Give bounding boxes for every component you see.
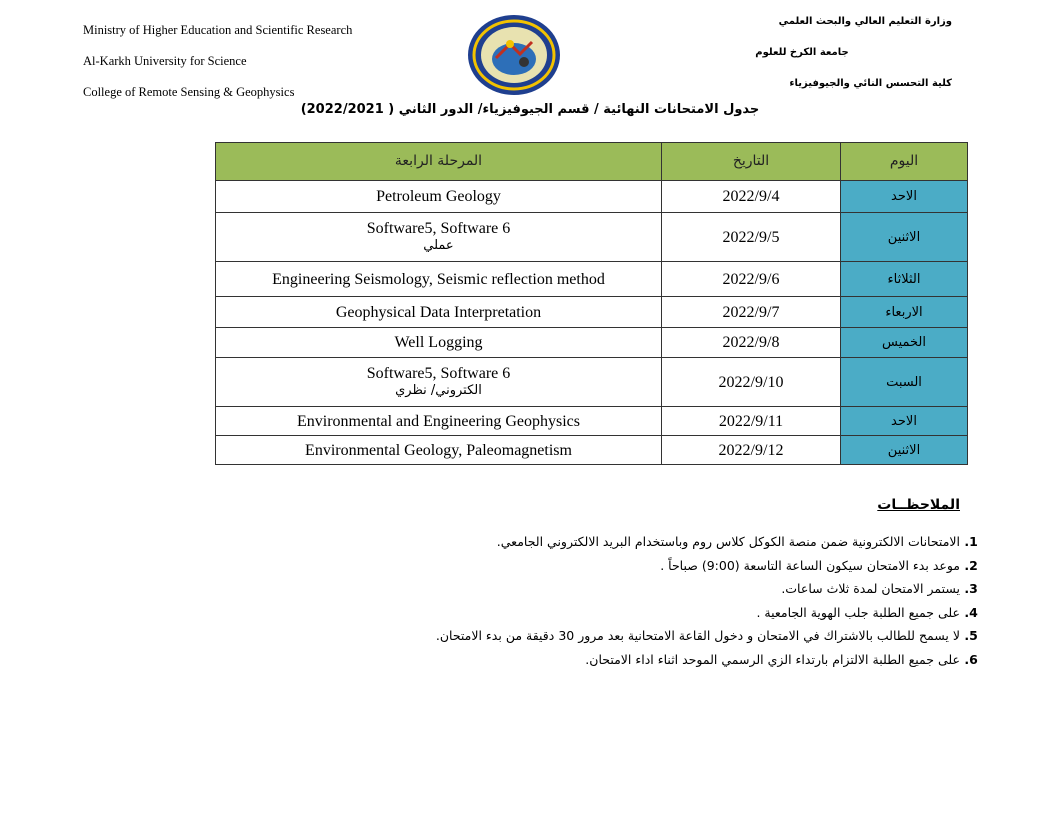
list-item: 4. على جميع الطلبة جلب الهوية الجامعية . [340, 601, 960, 625]
day-cell: الاحد [841, 407, 968, 436]
header-left [83, 21, 352, 114]
subject-cell [216, 297, 662, 328]
table-row [216, 262, 968, 297]
day-cell: الاحد [841, 181, 968, 213]
header-date: التاريخ [662, 143, 841, 181]
day-cell: الثلاثاء [841, 262, 968, 297]
exam-schedule-table [215, 142, 968, 465]
table-row [216, 436, 968, 465]
subject-name: Well Logging [394, 334, 483, 351]
university-logo [466, 14, 562, 96]
header-stage: المرحلة الرابعة [216, 143, 662, 181]
college-name-ar: كلية التحسس النائي والجيوفيزياء [789, 78, 952, 89]
table-row [216, 358, 968, 407]
date-cell: 2022/9/8 [662, 328, 841, 358]
date-cell: 2022/9/6 [662, 262, 841, 297]
day-cell: الاثنين [841, 436, 968, 465]
subject-name: Geophysical Data Interpretation [335, 303, 542, 321]
subject-cell [216, 407, 662, 436]
subject-cell [216, 213, 662, 262]
subject-note: عملي [423, 238, 454, 253]
subject-name: Software5, Software 6 [366, 365, 511, 382]
table-row [216, 407, 968, 436]
university-name-en: Al-Karkh University for Science [83, 54, 247, 68]
subject-cell [216, 181, 662, 213]
table-header-row [216, 143, 968, 181]
table-row [216, 181, 968, 213]
day-cell: الخميس [841, 328, 968, 358]
subject-name: Petroleum Geology [376, 188, 501, 205]
notes-title: الملاحظــات [877, 497, 960, 513]
list-item: 1. الامتحانات الالكترونية ضمن منصة الكوكل كلاس روم وباستخدام البريد الالكتروني الجامعي. [340, 530, 960, 554]
header-day: اليوم [841, 143, 968, 181]
day-cell: الاثنين [841, 213, 968, 262]
subject-cell [216, 328, 662, 358]
subject-name: Engineering Seismology, Seismic reflection method [272, 270, 605, 288]
date-cell: 2022/9/12 [662, 436, 841, 465]
date-cell: 2022/9/5 [662, 213, 841, 262]
date-cell: 2022/9/10 [662, 358, 841, 407]
list-item: 6. على جميع الطلبة الالتزام بارتداء الزي الرسمي الموحد اثناء اداء الامتحان. [340, 648, 960, 672]
header-right [692, 14, 952, 107]
day-cell: الاربعاء [841, 297, 968, 328]
subject-name: Software5, Software 6 [366, 220, 511, 237]
subject-name: Environmental and Engineering Geophysics [296, 412, 581, 430]
university-name-ar: جامعة الكرخ للعلوم [755, 47, 849, 58]
list-item: 5. لا يسمح للطالب بالاشتراك في الامتحان و دخول القاعة الامتحانية بعد مرور 30 دقيقة من بدء الامتحان. [340, 624, 960, 648]
ministry-name-ar: وزارة التعليم العالي والبحث العلمي [778, 16, 952, 27]
list-item: 3. يستمر الامتحان لمدة ثلاث ساعات. [340, 577, 960, 601]
date-cell: 2022/9/4 [662, 181, 841, 213]
ministry-name-en: Ministry of Higher Education and Scientific Research [83, 23, 353, 37]
college-name-en: College of Remote Sensing & Geophysics [83, 85, 295, 99]
table-row [216, 297, 968, 328]
table-row [216, 213, 968, 262]
subject-cell [216, 436, 662, 465]
subject-cell [216, 358, 662, 407]
date-cell: 2022/9/11 [662, 407, 841, 436]
date-cell: 2022/9/7 [662, 297, 841, 328]
subject-note: الكتروني/ نظري [395, 383, 482, 398]
page-title: جدول الامتحانات النهائية / قسم الجيوفيزياء/ الدور الثاني ( 2022/2021) [300, 102, 760, 117]
notes-list [340, 530, 990, 671]
list-item: 2. موعد بدء الامتحان سيكون الساعة التاسعة (9:00) صباحاً . [340, 554, 960, 578]
subject-cell [216, 262, 662, 297]
day-cell: السبت [841, 358, 968, 407]
subject-name: Environmental Geology, Paleomagnetism [305, 441, 572, 459]
table-row [216, 328, 968, 358]
